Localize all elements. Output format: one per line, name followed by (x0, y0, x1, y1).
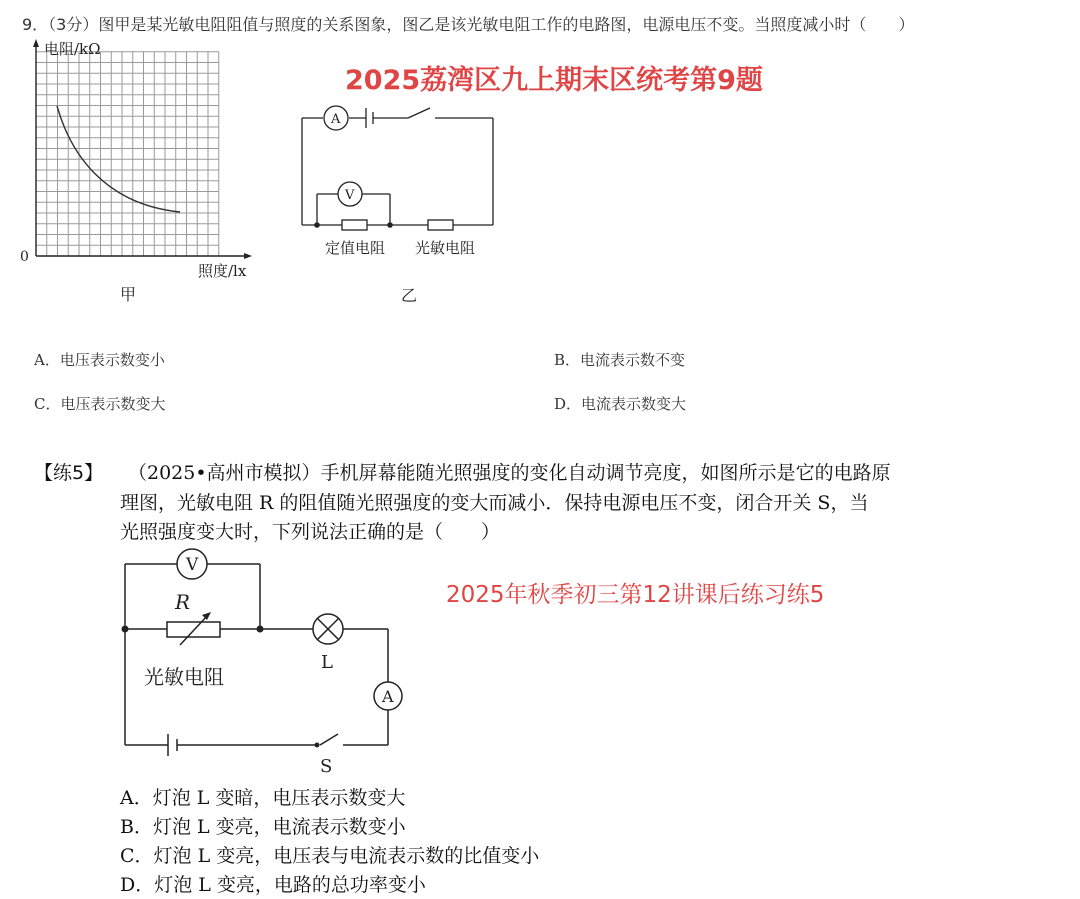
graph-origin: 0 (20, 249, 29, 265)
photoresistor-label: 光敏电阻 (144, 665, 224, 689)
y-axis-arrow (33, 39, 39, 47)
graph-y-label: 电阻/kΩ (44, 40, 101, 58)
resistance-illuminance-graph (18, 34, 268, 304)
circuit-diagram-exercise-5 (110, 545, 410, 780)
photoresistor (428, 220, 453, 230)
lamp-label: L (321, 652, 333, 673)
ex5-option-b[interactable]: B．灯泡 L 变亮，电流表示数变小 (120, 816, 406, 838)
q9-option-c[interactable]: C．电压表示数变大 (34, 395, 166, 413)
switch-blade (408, 108, 430, 118)
exercise-5-line-1: （2025•高州市模拟）手机屏幕能随光照强度的变化自动调节亮度，如图所示是它的电路原 (128, 462, 891, 484)
q9-option-d[interactable]: D．电流表示数变大 (554, 395, 687, 413)
junction-dot (122, 626, 129, 633)
q9-option-a[interactable]: A．电压表示数变小 (34, 351, 165, 369)
junction-dot (387, 222, 393, 228)
photoresistor-label: 光敏电阻 (415, 239, 476, 257)
switch-label: S (320, 756, 333, 777)
resistor-r-label: R (175, 590, 191, 614)
graph-caption: 甲 (120, 285, 137, 304)
q9-option-b[interactable]: B．电流表示数不变 (554, 351, 686, 369)
fixed-resistor-label: 定值电阻 (325, 239, 386, 257)
variable-arrow-line (180, 615, 208, 645)
junction-dot (257, 626, 264, 633)
junction-dot (314, 222, 320, 228)
exercise-5-tag: 【练5】 (34, 462, 104, 484)
x-axis-arrow (244, 253, 252, 259)
fixed-resistor (342, 220, 367, 230)
switch-blade (320, 734, 338, 745)
switch-pivot (315, 743, 320, 748)
question-9-stem: 9．（3分）图甲是某光敏电阻阻值与照度的关系图象，图乙是该光敏电阻工作的电路图，电源电压不变。当照度减小时（ ） (22, 15, 915, 34)
source-stamp-exercise-5: 2025年秋季初三第12讲课后练习练5 (446, 582, 825, 608)
voltmeter-label: V (186, 555, 199, 575)
source-stamp-question-9: 2025荔湾区九上期末区统考第9题 (345, 65, 763, 96)
variable-arrow-head (202, 612, 211, 620)
circuit-caption: 乙 (401, 286, 418, 305)
graph-grid (36, 52, 219, 256)
ex5-option-a[interactable]: A．灯泡 L 变暗，电压表示数变大 (120, 787, 406, 809)
ex5-option-d[interactable]: D．灯泡 L 变亮，电路的总功率变小 (120, 874, 426, 896)
exercise-5-line-3: 光照强度变大时，下列说法正确的是（ ） (120, 521, 501, 543)
voltmeter-label: V (345, 188, 355, 203)
graph-x-label: 照度/lx (198, 262, 247, 280)
ex5-option-c[interactable]: C．灯泡 L 变亮，电压表与电流表示数的比值变小 (120, 845, 540, 867)
circuit-diagram-yi (290, 96, 510, 306)
ammeter-label: A (382, 687, 394, 706)
ammeter-label: A (331, 112, 341, 127)
exercise-5-line-2: 理图，光敏电阻 R 的阻值随光照强度的变大而减小．保持电源电压不变，闭合开关 S，当 (120, 492, 869, 514)
